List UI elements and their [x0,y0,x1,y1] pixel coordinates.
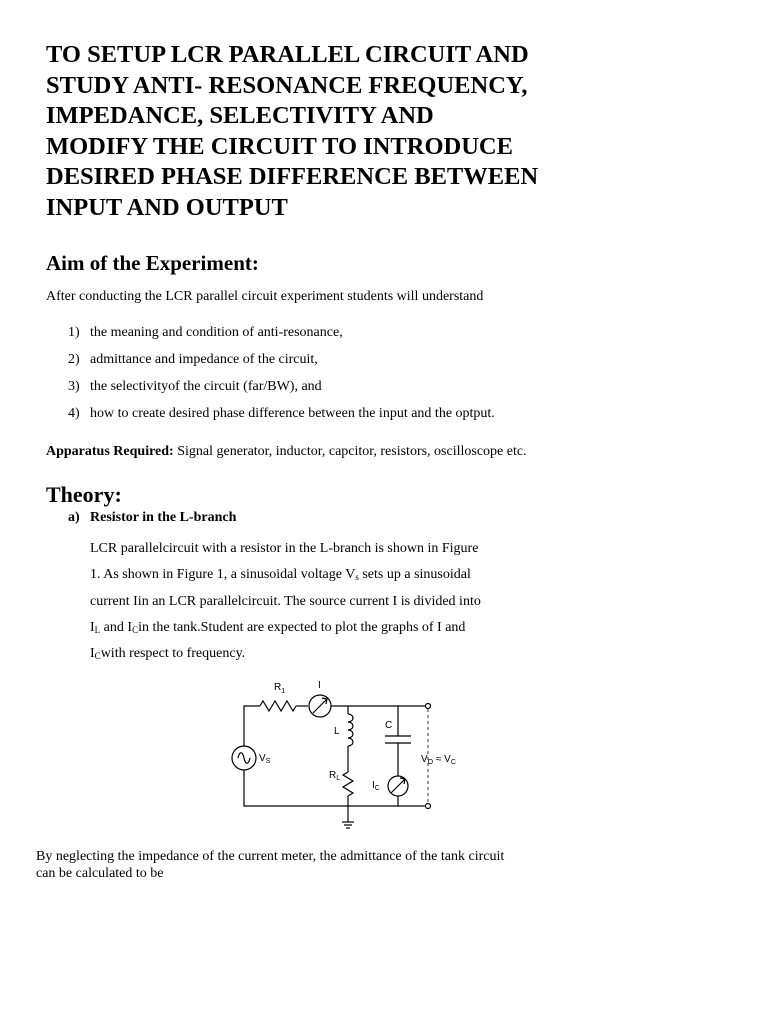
apparatus-label: Apparatus Required: [46,444,174,459]
objectives-list [68,325,495,433]
subscript: L [94,624,101,635]
rl-label: $R_L$ [329,770,341,782]
title-line: DESIRED PHASE DIFFERENCE BETWEEN [46,163,539,190]
paragraph-line [90,615,481,641]
paragraph-line: LCR parallelcircuit with a resistor in the L-branch is shown in Figure [90,541,479,556]
text-run: sets up a sinusoidal [358,567,471,583]
ammeter-needle [313,699,327,713]
inductor-l [348,714,353,746]
title-line: MODIFY THE CIRCUIT TO INTRODUCE [46,132,513,160]
title-line: IMPEDANCE, SELECTIVITY AND [46,102,434,129]
subscript: C [132,624,139,635]
subsection-label: a) [68,510,80,525]
text-run: 1. As shown in Figure 1, a sinusoidal voltage V [90,567,356,583]
wire [244,706,260,746]
i-label: I [318,680,321,691]
aim-heading: Aim of the Experiment: [46,251,259,275]
list-text: admittance and impedance of the circuit, [90,352,318,367]
r1-label: $R_1$ [274,682,286,695]
apparatus-text: Signal generator, inductor, capcitor, resistors, oscilloscope etc. [173,444,527,459]
text-run: in the tank.Student are expected to plot the graphs of I and [138,619,466,635]
theory-paragraph [90,536,481,667]
sine-icon [238,753,250,764]
title-line: STUDY ANTI- RESONANCE FREQUENCY, [46,71,528,99]
ic-label: $I_C$ [372,780,380,792]
rl-resistor [343,772,353,796]
subsection-title: Resistor in the L-branch [90,510,237,525]
list-number: 4) [68,406,80,421]
vo-vc-label: $V_O \approx V_C$ [421,754,456,766]
vs-label: $V_S$ [259,753,271,765]
title-line: TO SETUP LCR PARALLEL CIRCUIT AND [46,41,529,68]
aim-intro: After conducting the LCR parallel circuit experiment students will understand [46,289,484,304]
paragraph-line: can be calculated to be [36,866,164,881]
list-text: the selectivityof the circuit (far/BW), and [90,379,322,394]
circuit-svg [230,676,462,830]
subsection-heading [68,510,236,526]
list-number: 2) [68,352,80,367]
apparatus-paragraph [46,444,527,460]
list-item [68,352,495,379]
list-text: the meaning and condition of anti-resonance, [90,325,343,340]
r1-resistor [260,701,296,711]
document-title [46,40,746,223]
l-label: L [334,726,340,737]
subscript: C [94,651,101,662]
list-number: 3) [68,379,80,394]
text-run: with respect to frequency. [100,646,246,662]
terminal [426,704,431,709]
list-item [68,406,495,433]
title-line: INPUT AND OUTPUT [46,193,288,221]
list-number: 1) [68,325,80,340]
paragraph-line: current Iin an LCR parallelcircuit. The source current I is divided into [90,593,481,609]
c-label: C [385,720,393,731]
ammeter-needle [391,779,405,793]
closing-paragraph [36,848,504,882]
paragraph-line [90,562,481,588]
text-run: I [90,619,95,635]
paragraph-line [90,641,481,667]
paragraph-line: By neglecting the impedance of the current meter, the admittance of the tank circuit [36,849,505,864]
text-run: and I [100,619,133,635]
text-run: I [90,646,95,662]
list-item [68,379,495,406]
list-text: how to create desired phase difference between the input and the optput. [90,406,495,421]
subscript: s [355,572,359,583]
circuit-diagram [230,676,462,830]
terminal [426,804,431,809]
list-item [68,325,495,352]
theory-heading: Theory: [46,482,122,507]
